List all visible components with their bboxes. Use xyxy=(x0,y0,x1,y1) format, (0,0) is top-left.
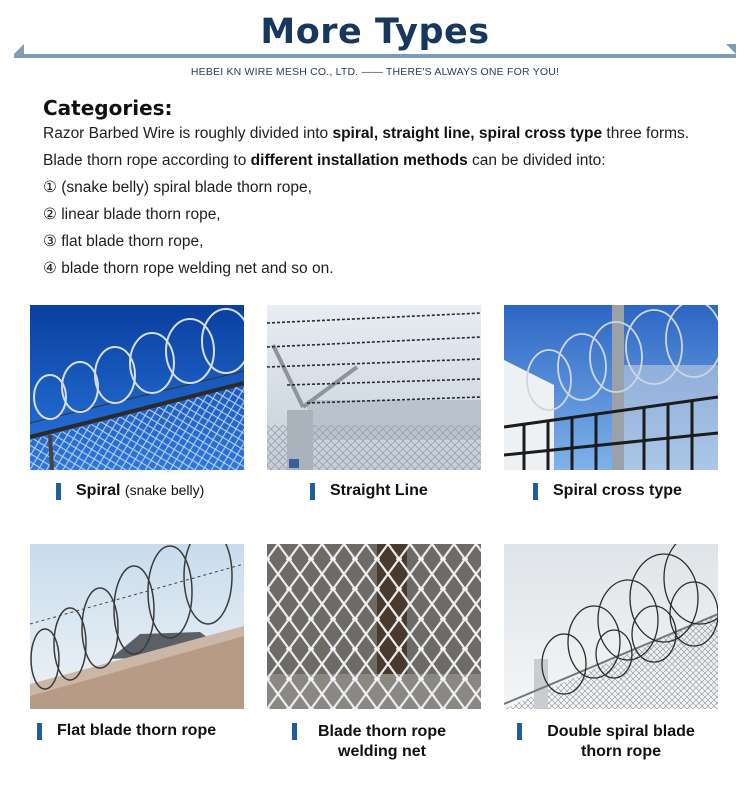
company-tagline: HEBEI KN WIRE MESH CO., LTD. —— THERE'S ALWAYS ONE FOR YOU! xyxy=(190,66,560,78)
categories-text xyxy=(43,124,733,286)
photo-flat-blade xyxy=(30,544,244,709)
caption-label xyxy=(302,722,462,762)
caption-label-main: Spiral xyxy=(76,482,121,499)
caption-label: Flat blade thorn rope xyxy=(57,722,217,739)
categories-line-methods xyxy=(43,151,733,178)
caption-label-line: thorn rope xyxy=(581,743,661,760)
photo-spiral xyxy=(30,305,244,470)
bold-span: spiral, straight line, spiral cross type xyxy=(332,125,603,142)
caption-label: Spiral cross type xyxy=(553,482,682,499)
photo-double-spiral xyxy=(504,544,718,709)
photo-spiral-cross xyxy=(504,305,718,470)
rule-left-corner xyxy=(14,44,24,54)
caption-bar xyxy=(56,483,61,500)
caption-label xyxy=(76,482,204,500)
caption-label-line: welding net xyxy=(338,743,426,760)
text-span: Razor Barbed Wire is roughly divided into xyxy=(43,125,333,142)
caption-bar xyxy=(517,723,522,740)
text-span: Blade thorn rope according to xyxy=(43,152,251,169)
text-span: three forms. xyxy=(602,125,690,142)
rule-right-corner xyxy=(726,44,736,54)
page-title: More Types xyxy=(260,12,490,52)
photo-welding-net xyxy=(267,544,481,709)
caption-label xyxy=(531,722,711,762)
caption-bar xyxy=(533,483,538,500)
header-rule xyxy=(14,54,736,58)
categories-heading: Categories: xyxy=(43,96,173,120)
category-item: ③ flat blade thorn rope, xyxy=(43,233,204,250)
category-item: ④ blade thorn rope welding net and so on. xyxy=(43,260,334,277)
photo-straight-line xyxy=(267,305,481,470)
categories-line-forms xyxy=(43,124,733,151)
caption-label-line: Blade thorn rope xyxy=(317,723,446,740)
caption-label-note: (snake belly) xyxy=(124,482,205,498)
caption-bar xyxy=(292,723,297,740)
category-item: ① (snake belly) spiral blade thorn rope, xyxy=(43,179,312,196)
caption-label-line: Double spiral blade xyxy=(547,723,695,740)
text-span: can be divided into: xyxy=(467,152,606,169)
caption-label: Straight Line xyxy=(330,482,428,499)
bold-span: different installation methods xyxy=(250,152,468,169)
caption-bar xyxy=(37,723,42,740)
category-item: ② linear blade thorn rope, xyxy=(43,206,221,223)
caption-bar xyxy=(310,483,315,500)
